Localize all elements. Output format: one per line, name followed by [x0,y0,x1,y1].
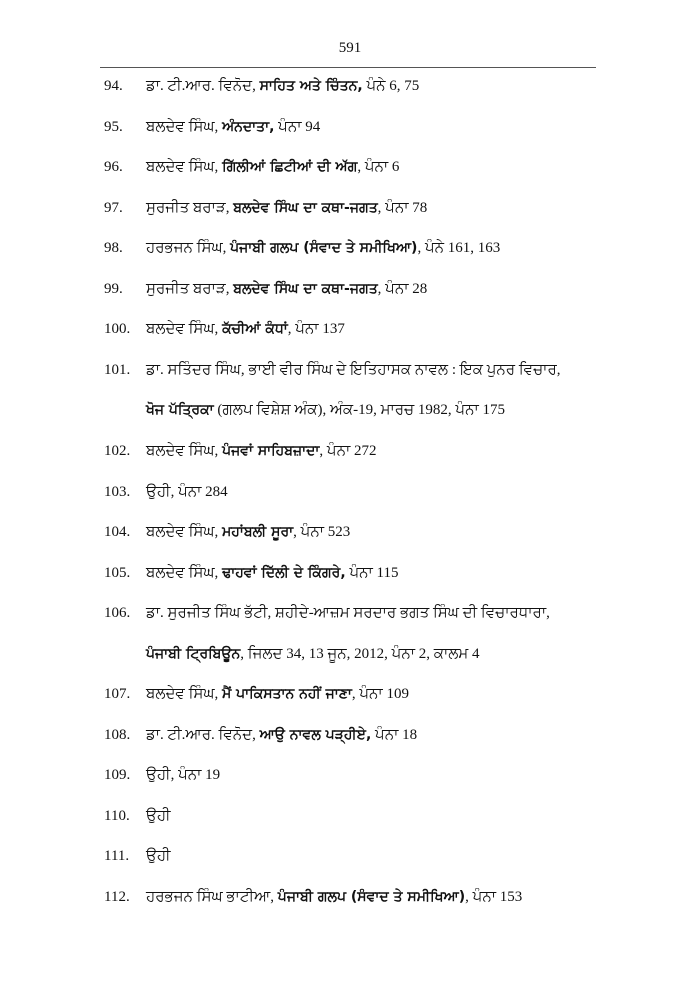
citation-text: ਉਹੀ, ਪੰਨਾ 19 [146,767,221,784]
endnote-number: 94. [104,78,123,94]
citation-text: ਬਲਦੇਵ ਸਿੰਘ, [146,564,223,581]
endnote-number: 97. [104,199,123,216]
endnote-number: 109. [104,767,131,784]
endnote-number: 112. [104,889,130,905]
endnote-number: 107. [104,686,131,703]
work-title: ਪੰਜਾਬੀ ਗਲਪ (ਸੰਵਾਦ ਤੇ ਸਮੀਖਿਆ) [277,889,466,905]
endnote-item [104,75,419,97]
page-number: 591 [338,40,362,56]
citation-text: ਬਲਦੇਵ ਸਿੰਘ, [146,524,223,541]
work-title: ਢਾਹਵਾਂ ਦਿੱਲੀ ਦੇ ਕਿੰਗਰੇ, [222,564,346,581]
work-title: ਕੱਚੀਆਂ ਕੰਧਾਂ [222,321,288,338]
endnote-number: 101. [104,361,131,378]
work-title: ਖੋਜ ਪੱਤ੍ਰਿਕਾ [146,402,214,419]
work-title: ਪੰਜਾਬੀ ਟ੍ਰਿਬਿਊਨ [146,645,241,662]
work-title: ਬਲਦੇਵ ਸਿੰਘ ਦਾ ਕਥਾ-ਜਗਤ [233,199,378,216]
endnote-item [104,886,522,908]
citation-text: , ਪੰਨਾ 137 [287,321,345,338]
citation-text: , ਪੰਨਾ 78 [377,199,428,216]
citation-text: , ਪੰਨਾ 153 [465,889,523,905]
endnote-item [104,156,399,178]
citation-text: ਉਹੀ, ਪੰਨਾ 284 [146,483,228,500]
citation-text: ਸੁਰਜੀਤ ਬਰਾੜ, [146,280,234,297]
citation-text: ਡਾ. ਸਤਿੰਦਰ ਸਿੰਘ, ਭਾਈ ਵੀਰ ਸਿੰਘ ਦੇ ਇਤਿਹਾਸਕ ਨਾਵਲ : ਇਕ ਪੁਨਰ ਵਿਚਾਰ, [146,361,561,378]
work-title: ਗਿੱਲੀਆਂ ਛਿਟੀਆਂ ਦੀ ਅੱਗ [222,159,358,176]
endnote-number: 111. [104,848,130,865]
endnote-item [104,116,320,138]
endnote-item [104,318,345,340]
endnote-number: 98. [104,240,123,257]
endnote-number: 99. [104,280,123,297]
citation-text: ਪੰਨਾ 18 [371,726,418,743]
endnote-number: 102. [104,442,131,459]
citation-text: ਬਲਦੇਵ ਸਿੰਘ, [146,442,223,459]
header-rule [100,67,596,68]
work-title: ਪੰਜਵਾਂ ਸਾਹਿਬਜ਼ਾਦਾ [222,442,320,459]
citation-text: , ਪੰਨਾ 28 [377,280,428,297]
citation-text: , ਜਿਲਦ 34, 13 ਜੂਨ, 2012, ਪੰਨਾ 2, ਕਾਲਮ 4 [240,645,480,662]
endnote-item [104,278,427,300]
endnote-number: 105. [104,564,131,581]
endnote-item [104,521,350,543]
endnote-number: 108. [104,726,131,743]
work-title: ਮਹਾਂਬਲੀ ਸੂਰਾ [222,524,294,541]
work-title: ਬਲਦੇਵ ਸਿੰਘ ਦਾ ਕਥਾ-ਜਗਤ [233,280,378,297]
endnote-item [104,845,171,867]
endnote-number: 106. [104,605,131,622]
citation-text: , ਪੰਨਾ 272 [319,442,377,459]
endnote-continuation [146,643,480,665]
citation-text: ਡਾ. ਟੀ.ਆਰ. ਵਿਨੋਦ, [146,726,260,743]
endnote-number: 110. [104,807,130,824]
work-title: ਪੰਜਾਬੀ ਗਲਪ (ਸੰਵਾਦ ਤੇ ਸਮੀਖਿਆ) [230,240,418,257]
endnote-item [104,359,561,381]
endnote-item [104,481,228,503]
citation-text: ਬਲਦੇਵ ਸਿੰਘ, [146,159,223,176]
citation-text: ਬਲਦੇਵ ਸਿੰਘ, [146,686,223,703]
work-title: ਅੰਨਦਾਤਾ, [222,118,275,135]
citation-text: , ਪੰਨਾ 109 [351,686,409,703]
endnote-continuation [146,399,505,421]
citation-text: ਪੰਨੇ 6, 75 [362,78,420,94]
endnote-number: 103. [104,483,131,500]
work-title: ਆਉ ਨਾਵਲ ਪੜ੍ਹੀਏ, [259,726,372,743]
endnote-number: 95. [104,118,123,135]
citation-text: ਬਲਦੇਵ ਸਿੰਘ, [146,321,223,338]
citation-text: ਪੰਨਾ 94 [274,118,321,135]
endnote-item [104,724,417,746]
citation-text: ਹਰਭਜਨ ਸਿੰਘ ਭਾਟੀਆ, [146,889,278,905]
citation-text: ਸੁਰਜੀਤ ਬਰਾੜ, [146,199,234,216]
endnote-number: 104. [104,524,131,541]
endnote-item [104,683,409,705]
citation-text: , ਪੰਨੇ 161, 163 [417,240,501,257]
endnote-item [104,440,377,462]
citation-text: ਡਾ. ਸੁਰਜੀਤ ਸਿੰਘ ਭੱਟੀ, ਸ਼ਹੀਦੇ-ਆਜ਼ਮ ਸਰਦਾਰ ਭਗਤ ਸਿੰਘ ਦੀ ਵਿਚਾਰਧਾਰਾ, [146,605,550,622]
work-title: ਮੈਂ ਪਾਕਿਸਤਾਨ ਨਹੀਂ ਜਾਣਾ [222,686,352,703]
endnote-number: 96. [104,159,123,176]
endnote-item [104,764,220,786]
endnote-item [104,562,398,584]
endnote-item [104,805,171,827]
citation-text: ਡਾ. ਟੀ.ਆਰ. ਵਿਨੋਦ, [146,78,260,94]
endnote-item [104,197,427,219]
citation-text: (ਗਲਪ ਵਿਸ਼ੇਸ਼ ਅੰਕ), ਅੰਕ-19, ਮਾਰਚ 1982, ਪੰਨਾ 175 [213,402,505,419]
endnote-item [104,237,500,259]
endnote-item [104,602,550,624]
citation-text: , ਪੰਨਾ 523 [293,524,351,541]
citation-text: ਹਰਭਜਨ ਸਿੰਘ, [146,240,231,257]
endnote-number: 100. [104,321,131,338]
citation-text: ਉਹੀ [146,848,171,865]
citation-text: ਉਹੀ [146,807,171,824]
work-title: ਸਾਹਿਤ ਅਤੇ ਚਿੰਤਨ, [259,78,363,94]
citation-text: ਪੰਨਾ 115 [345,564,399,581]
citation-text: ਬਲਦੇਵ ਸਿੰਘ, [146,118,223,135]
citation-text: , ਪੰਨਾ 6 [357,159,400,176]
